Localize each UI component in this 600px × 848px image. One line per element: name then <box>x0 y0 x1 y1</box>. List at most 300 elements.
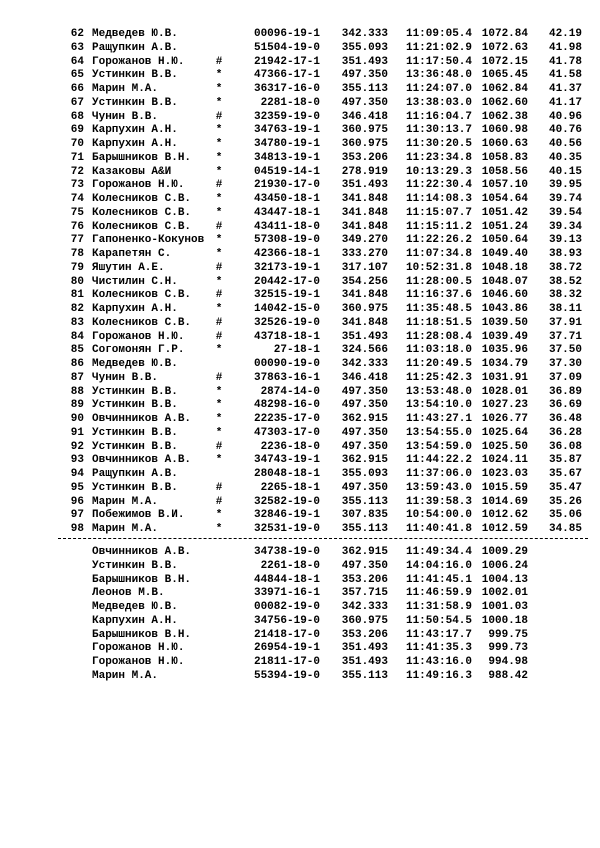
speed: 1048.07 <box>481 275 528 288</box>
fancier-name: Устинкин В.В. <box>92 399 178 412</box>
table-row <box>0 316 600 330</box>
speed: 1028.01 <box>481 385 528 398</box>
entry-mark: * <box>215 83 223 95</box>
points: 41.58 <box>548 69 582 82</box>
table-row <box>0 481 600 495</box>
entry-mark: * <box>215 509 223 522</box>
distance: 353.206 <box>341 628 388 641</box>
rank-number: 85 <box>70 344 84 357</box>
table-row <box>0 178 600 192</box>
arrival-time: 13:54:59.0 <box>405 440 472 453</box>
points: 36.28 <box>548 426 582 439</box>
rank-number: 66 <box>70 83 84 95</box>
rank-number: 89 <box>70 399 84 412</box>
points: 35.26 <box>548 495 582 508</box>
fancier-name: Горожанов Н.Ю. <box>92 330 185 343</box>
fancier-name: Гапоненко-Кокунов <box>92 234 205 247</box>
fancier-name: Колесников С.В. <box>92 289 192 302</box>
speed: 1039.49 <box>481 330 528 343</box>
fancier-name: Ращупкин А.В. <box>92 468 178 480</box>
arrival-time: 11:43:16.0 <box>405 656 472 668</box>
points: 41.37 <box>548 83 582 95</box>
fancier-name: Овчинников А.В. <box>92 546 192 558</box>
ring-number: 36317-16-0 <box>253 83 320 95</box>
ring-number: 34763-19-1 <box>253 124 320 137</box>
fancier-name: Марин М.А. <box>92 669 159 682</box>
entry-mark: # <box>215 220 223 233</box>
table-row <box>0 206 600 220</box>
entry-mark: * <box>215 193 223 205</box>
fancier-name: Карпухин А.Н. <box>92 303 178 315</box>
distance: 317.107 <box>341 261 388 274</box>
points: 37.91 <box>548 316 582 329</box>
speed: 1002.01 <box>481 587 528 600</box>
distance: 497.350 <box>341 440 388 453</box>
ring-number: 32582-19-0 <box>253 495 320 508</box>
table-row <box>0 398 600 412</box>
speed: 1027.23 <box>481 399 528 412</box>
ring-number: 43411-18-0 <box>253 220 320 233</box>
speed: 1031.91 <box>481 371 528 384</box>
entry-mark: # <box>215 55 223 68</box>
speed: 1025.50 <box>481 440 528 453</box>
table-row <box>0 123 600 137</box>
distance: 342.333 <box>341 358 388 370</box>
table-row <box>0 82 600 96</box>
ring-number: 32515-19-1 <box>253 289 320 302</box>
points: 34.85 <box>548 523 582 535</box>
arrival-time: 11:30:13.7 <box>405 124 472 137</box>
table-row <box>0 247 600 261</box>
ring-number: 21811-17-0 <box>253 656 320 668</box>
speed: 1012.62 <box>481 509 528 522</box>
rank-number: 73 <box>70 179 84 192</box>
speed: 1012.59 <box>481 523 528 535</box>
ring-number: 32173-19-1 <box>253 261 320 274</box>
arrival-time: 11:41:35.3 <box>405 642 472 655</box>
ring-number: 21418-17-0 <box>253 628 320 641</box>
rank-number: 74 <box>70 193 84 205</box>
distance: 324.566 <box>341 344 388 357</box>
table-row <box>0 440 600 454</box>
fancier-name: Устинкин В.В. <box>92 440 178 453</box>
fancier-name: Колесников С.В. <box>92 206 192 219</box>
table-row <box>0 586 600 600</box>
rank-number: 81 <box>70 289 84 302</box>
arrival-time: 11:30:20.5 <box>405 138 472 150</box>
table-row <box>0 41 600 55</box>
fancier-name: Побежимов В.И. <box>92 509 185 522</box>
ring-number: 00090-19-0 <box>253 358 320 370</box>
speed: 1051.42 <box>481 206 528 219</box>
table-row <box>0 600 600 614</box>
points: 35.47 <box>548 481 582 494</box>
entry-mark: # <box>215 110 223 123</box>
speed: 1049.40 <box>481 248 528 260</box>
table-row <box>0 330 600 344</box>
distance: 353.206 <box>341 151 388 164</box>
fancier-name: Устинкин В.В. <box>92 426 178 439</box>
distance: 497.350 <box>341 481 388 494</box>
distance: 355.093 <box>341 41 388 54</box>
fancier-name: Барышников В.Н. <box>92 628 192 641</box>
distance: 307.835 <box>341 509 388 522</box>
distance: 497.350 <box>341 426 388 439</box>
speed: 1054.64 <box>481 193 528 205</box>
speed: 1058.56 <box>481 165 528 178</box>
arrival-time: 13:36:48.0 <box>405 69 472 82</box>
fancier-name: Овчинников А.В. <box>92 454 192 467</box>
table-row <box>0 220 600 234</box>
distance: 360.975 <box>341 138 388 150</box>
table-row <box>0 261 600 275</box>
table-row <box>0 357 600 371</box>
distance: 351.493 <box>341 179 388 192</box>
ring-number: 33971-16-1 <box>253 587 320 600</box>
arrival-time: 11:46:59.9 <box>405 587 472 600</box>
points: 36.69 <box>548 399 582 412</box>
points: 35.87 <box>548 454 582 467</box>
entry-mark: * <box>215 138 223 150</box>
rank-number: 70 <box>70 138 84 150</box>
arrival-time: 11:16:04.7 <box>405 110 472 123</box>
rank-number: 95 <box>70 481 84 494</box>
arrival-time: 11:49:34.4 <box>405 546 472 558</box>
distance: 341.848 <box>341 316 388 329</box>
distance: 362.915 <box>341 454 388 467</box>
arrival-time: 11:18:51.5 <box>405 316 472 329</box>
rank-number: 65 <box>70 69 84 82</box>
ring-number: 55394-19-0 <box>253 669 320 682</box>
table-row <box>0 27 600 41</box>
fancier-name: Медведев Ю.В. <box>92 601 178 613</box>
rank-number: 76 <box>70 220 84 233</box>
rank-number: 80 <box>70 275 84 288</box>
rank-number: 78 <box>70 248 84 260</box>
distance: 362.915 <box>341 546 388 558</box>
fancier-name: Овчинников А.В. <box>92 413 192 425</box>
entry-mark: * <box>215 206 223 219</box>
fancier-name: Устинкин В.В. <box>92 559 178 572</box>
arrival-time: 13:53:48.0 <box>405 385 472 398</box>
ring-number: 00082-19-0 <box>253 601 320 613</box>
ring-number: 37863-16-1 <box>253 371 320 384</box>
rank-number: 62 <box>70 28 84 40</box>
arrival-time: 13:54:10.0 <box>405 399 472 412</box>
fancier-name: Барышников В.Н. <box>92 151 192 164</box>
distance: 351.493 <box>341 55 388 68</box>
entry-mark: * <box>215 303 223 315</box>
ring-number: 04519-14-1 <box>253 165 320 178</box>
entry-mark: * <box>215 454 223 467</box>
speed: 1072.84 <box>481 28 528 40</box>
table-row <box>0 573 600 587</box>
points: 37.30 <box>548 358 582 370</box>
arrival-time: 11:28:00.5 <box>405 275 472 288</box>
fancier-name: Чунин В.В. <box>92 110 159 123</box>
arrival-time: 11:21:02.9 <box>405 41 472 54</box>
distance: 355.113 <box>341 523 388 535</box>
distance: 497.350 <box>341 69 388 82</box>
entry-mark: # <box>215 440 223 453</box>
arrival-time: 11:03:18.0 <box>405 344 472 357</box>
arrival-time: 11:07:34.8 <box>405 248 472 260</box>
ring-number: 2236-18-0 <box>260 440 320 453</box>
points: 36.89 <box>548 385 582 398</box>
speed: 1048.18 <box>481 261 528 274</box>
arrival-time: 11:40:41.8 <box>405 523 472 535</box>
ring-number: 2261-18-0 <box>260 559 320 572</box>
fancier-name: Медведев Ю.В. <box>92 358 178 370</box>
entry-mark: * <box>215 234 223 247</box>
fancier-name: Карпухин А.Н. <box>92 124 178 137</box>
speed: 999.75 <box>488 628 528 641</box>
rank-number: 79 <box>70 261 84 274</box>
ring-number: 32526-19-0 <box>253 316 320 329</box>
table-row <box>0 68 600 82</box>
speed: 1050.64 <box>481 234 528 247</box>
distance: 360.975 <box>341 124 388 137</box>
fancier-name: Устинкин В.В. <box>92 69 178 82</box>
fancier-name: Карпухин А.Н. <box>92 138 178 150</box>
dashed-separator <box>58 538 588 539</box>
speed: 1035.96 <box>481 344 528 357</box>
ring-number: 32846-19-1 <box>253 509 320 522</box>
distance: 351.493 <box>341 330 388 343</box>
points: 40.35 <box>548 151 582 164</box>
distance: 346.418 <box>341 371 388 384</box>
distance: 351.493 <box>341 656 388 668</box>
points: 35.06 <box>548 509 582 522</box>
fancier-name: Медведев Ю.В. <box>92 28 178 40</box>
fancier-name: Чунин В.В. <box>92 371 159 384</box>
rank-number: 71 <box>70 151 84 164</box>
arrival-time: 11:43:17.7 <box>405 628 472 641</box>
arrival-time: 11:39:58.3 <box>405 495 472 508</box>
arrival-time: 11:17:50.4 <box>405 55 472 68</box>
ring-number: 34756-19-0 <box>253 614 320 627</box>
speed: 1065.45 <box>481 69 528 82</box>
speed: 1023.03 <box>481 468 528 480</box>
arrival-time: 11:44:22.2 <box>405 454 472 467</box>
ring-number: 47303-17-0 <box>253 426 320 439</box>
rank-number: 86 <box>70 358 84 370</box>
entry-mark: * <box>215 96 223 109</box>
entry-mark: * <box>215 165 223 178</box>
fancier-name: Марин М.А. <box>92 523 159 535</box>
fancier-name: Колесников С.В. <box>92 220 192 233</box>
ring-number: 2281-18-0 <box>260 96 320 109</box>
arrival-time: 11:20:49.5 <box>405 358 472 370</box>
distance: 341.848 <box>341 193 388 205</box>
points: 39.74 <box>548 193 582 205</box>
arrival-time: 13:54:55.0 <box>405 426 472 439</box>
table-row <box>0 641 600 655</box>
distance: 341.848 <box>341 289 388 302</box>
fancier-name: Чистилин С.Н. <box>92 275 178 288</box>
arrival-time: 11:15:07.7 <box>405 206 472 219</box>
speed: 1024.11 <box>481 454 528 467</box>
rank-number: 69 <box>70 124 84 137</box>
ring-number: 2874-14-0 <box>260 385 320 398</box>
arrival-time: 11:16:37.6 <box>405 289 472 302</box>
ring-number: 48298-16-0 <box>253 399 320 412</box>
rank-number: 82 <box>70 303 84 315</box>
fancier-name: Горожанов Н.Ю. <box>92 179 185 192</box>
entry-mark: * <box>215 151 223 164</box>
ring-number: 27-18-1 <box>273 344 320 357</box>
arrival-time: 11:24:07.0 <box>405 83 472 95</box>
ring-number: 43450-18-1 <box>253 193 320 205</box>
rank-number: 96 <box>70 495 84 508</box>
distance: 497.350 <box>341 385 388 398</box>
ring-number: 32359-19-0 <box>253 110 320 123</box>
ring-number: 34743-19-1 <box>253 454 320 467</box>
distance: 278.919 <box>341 165 388 178</box>
distance: 354.256 <box>341 275 388 288</box>
ring-number: 47366-17-1 <box>253 69 320 82</box>
points: 36.08 <box>548 440 582 453</box>
arrival-time: 11:25:42.3 <box>405 371 472 384</box>
ring-number: 43447-18-1 <box>253 206 320 219</box>
speed: 1058.83 <box>481 151 528 164</box>
speed: 1006.24 <box>481 559 528 572</box>
speed: 1034.79 <box>481 358 528 370</box>
distance: 342.333 <box>341 601 388 613</box>
points: 38.72 <box>548 261 582 274</box>
entry-mark: * <box>215 275 223 288</box>
distance: 355.113 <box>341 669 388 682</box>
rank-number: 64 <box>70 55 84 68</box>
entry-mark: * <box>215 413 223 425</box>
points: 39.13 <box>548 234 582 247</box>
fancier-name: Леонов М.В. <box>92 587 165 600</box>
speed: 1014.69 <box>481 495 528 508</box>
table-row <box>0 669 600 683</box>
entry-mark: # <box>215 289 223 302</box>
arrival-time: 11:37:06.0 <box>405 468 472 480</box>
speed: 1051.24 <box>481 220 528 233</box>
entry-mark: # <box>215 261 223 274</box>
table-row <box>0 233 600 247</box>
rank-number: 84 <box>70 330 84 343</box>
distance: 355.113 <box>341 495 388 508</box>
ring-number: 43718-18-1 <box>253 330 320 343</box>
rank-number: 94 <box>70 468 84 480</box>
arrival-time: 10:13:29.3 <box>405 165 472 178</box>
table-row <box>0 55 600 69</box>
ring-number: 00096-19-1 <box>253 28 320 40</box>
distance: 341.848 <box>341 220 388 233</box>
ring-number: 44844-18-1 <box>253 573 320 586</box>
points: 42.19 <box>548 28 582 40</box>
fancier-name: Согомонян Г.Р. <box>92 344 185 357</box>
table-row <box>0 96 600 110</box>
ring-number: 22235-17-0 <box>253 413 320 425</box>
entry-mark: * <box>215 124 223 137</box>
fancier-name: Яшутин А.Е. <box>92 261 165 274</box>
speed: 1039.50 <box>481 316 528 329</box>
table-row <box>0 137 600 151</box>
ring-number: 2265-18-1 <box>260 481 320 494</box>
rank-number: 92 <box>70 440 84 453</box>
fancier-name: Барышников В.Н. <box>92 573 192 586</box>
fancier-name: Казаковы А&И <box>92 165 172 178</box>
table-row <box>0 495 600 509</box>
fancier-name: Карапетян С. <box>92 248 172 260</box>
arrival-time: 11:49:16.3 <box>405 669 472 682</box>
table-row <box>0 426 600 440</box>
speed: 1057.10 <box>481 179 528 192</box>
arrival-time: 11:35:48.5 <box>405 303 472 315</box>
speed: 1009.29 <box>481 546 528 558</box>
rank-number: 93 <box>70 454 84 467</box>
table-row <box>0 151 600 165</box>
table-row <box>0 522 600 536</box>
table-row <box>0 275 600 289</box>
speed: 988.42 <box>488 669 528 682</box>
arrival-time: 11:50:54.5 <box>405 614 472 627</box>
entry-mark: * <box>215 69 223 82</box>
entry-mark: * <box>215 399 223 412</box>
rank-number: 90 <box>70 413 84 425</box>
speed: 1060.63 <box>481 138 528 150</box>
arrival-time: 10:52:31.8 <box>405 261 472 274</box>
fancier-name: Устинкин В.В. <box>92 481 178 494</box>
distance: 342.333 <box>341 28 388 40</box>
arrival-time: 11:15:11.2 <box>405 220 472 233</box>
ring-number: 32531-19-0 <box>253 523 320 535</box>
ring-number: 51504-19-0 <box>253 41 320 54</box>
entry-mark: * <box>215 248 223 260</box>
entry-mark: * <box>215 344 223 357</box>
fancier-name: Карпухин А.Н. <box>92 614 178 627</box>
speed: 1026.77 <box>481 413 528 425</box>
arrival-time: 13:38:03.0 <box>405 96 472 109</box>
ring-number: 57308-19-0 <box>253 234 320 247</box>
points: 40.96 <box>548 110 582 123</box>
speed: 1004.13 <box>481 573 528 586</box>
table-row <box>0 343 600 357</box>
ring-number: 21942-17-1 <box>253 55 320 68</box>
speed: 1025.64 <box>481 426 528 439</box>
rank-number: 87 <box>70 371 84 384</box>
distance: 349.270 <box>341 234 388 247</box>
table-row <box>0 288 600 302</box>
arrival-time: 11:41:45.1 <box>405 573 472 586</box>
ring-number: 28048-18-1 <box>253 468 320 480</box>
fancier-name: Колесников С.В. <box>92 193 192 205</box>
table-row <box>0 467 600 481</box>
arrival-time: 11:28:08.4 <box>405 330 472 343</box>
arrival-time: 11:22:26.2 <box>405 234 472 247</box>
points: 39.54 <box>548 206 582 219</box>
speed: 994.98 <box>488 656 528 668</box>
fancier-name: Колесников С.В. <box>92 316 192 329</box>
arrival-time: 11:43:27.1 <box>405 413 472 425</box>
table-row <box>0 545 600 559</box>
distance: 355.093 <box>341 468 388 480</box>
ring-number: 34780-19-1 <box>253 138 320 150</box>
speed: 1046.60 <box>481 289 528 302</box>
table-row <box>0 614 600 628</box>
points: 39.95 <box>548 179 582 192</box>
distance: 353.206 <box>341 573 388 586</box>
points: 38.11 <box>548 303 582 315</box>
arrival-time: 11:22:30.4 <box>405 179 472 192</box>
points: 36.48 <box>548 413 582 425</box>
distance: 333.270 <box>341 248 388 260</box>
